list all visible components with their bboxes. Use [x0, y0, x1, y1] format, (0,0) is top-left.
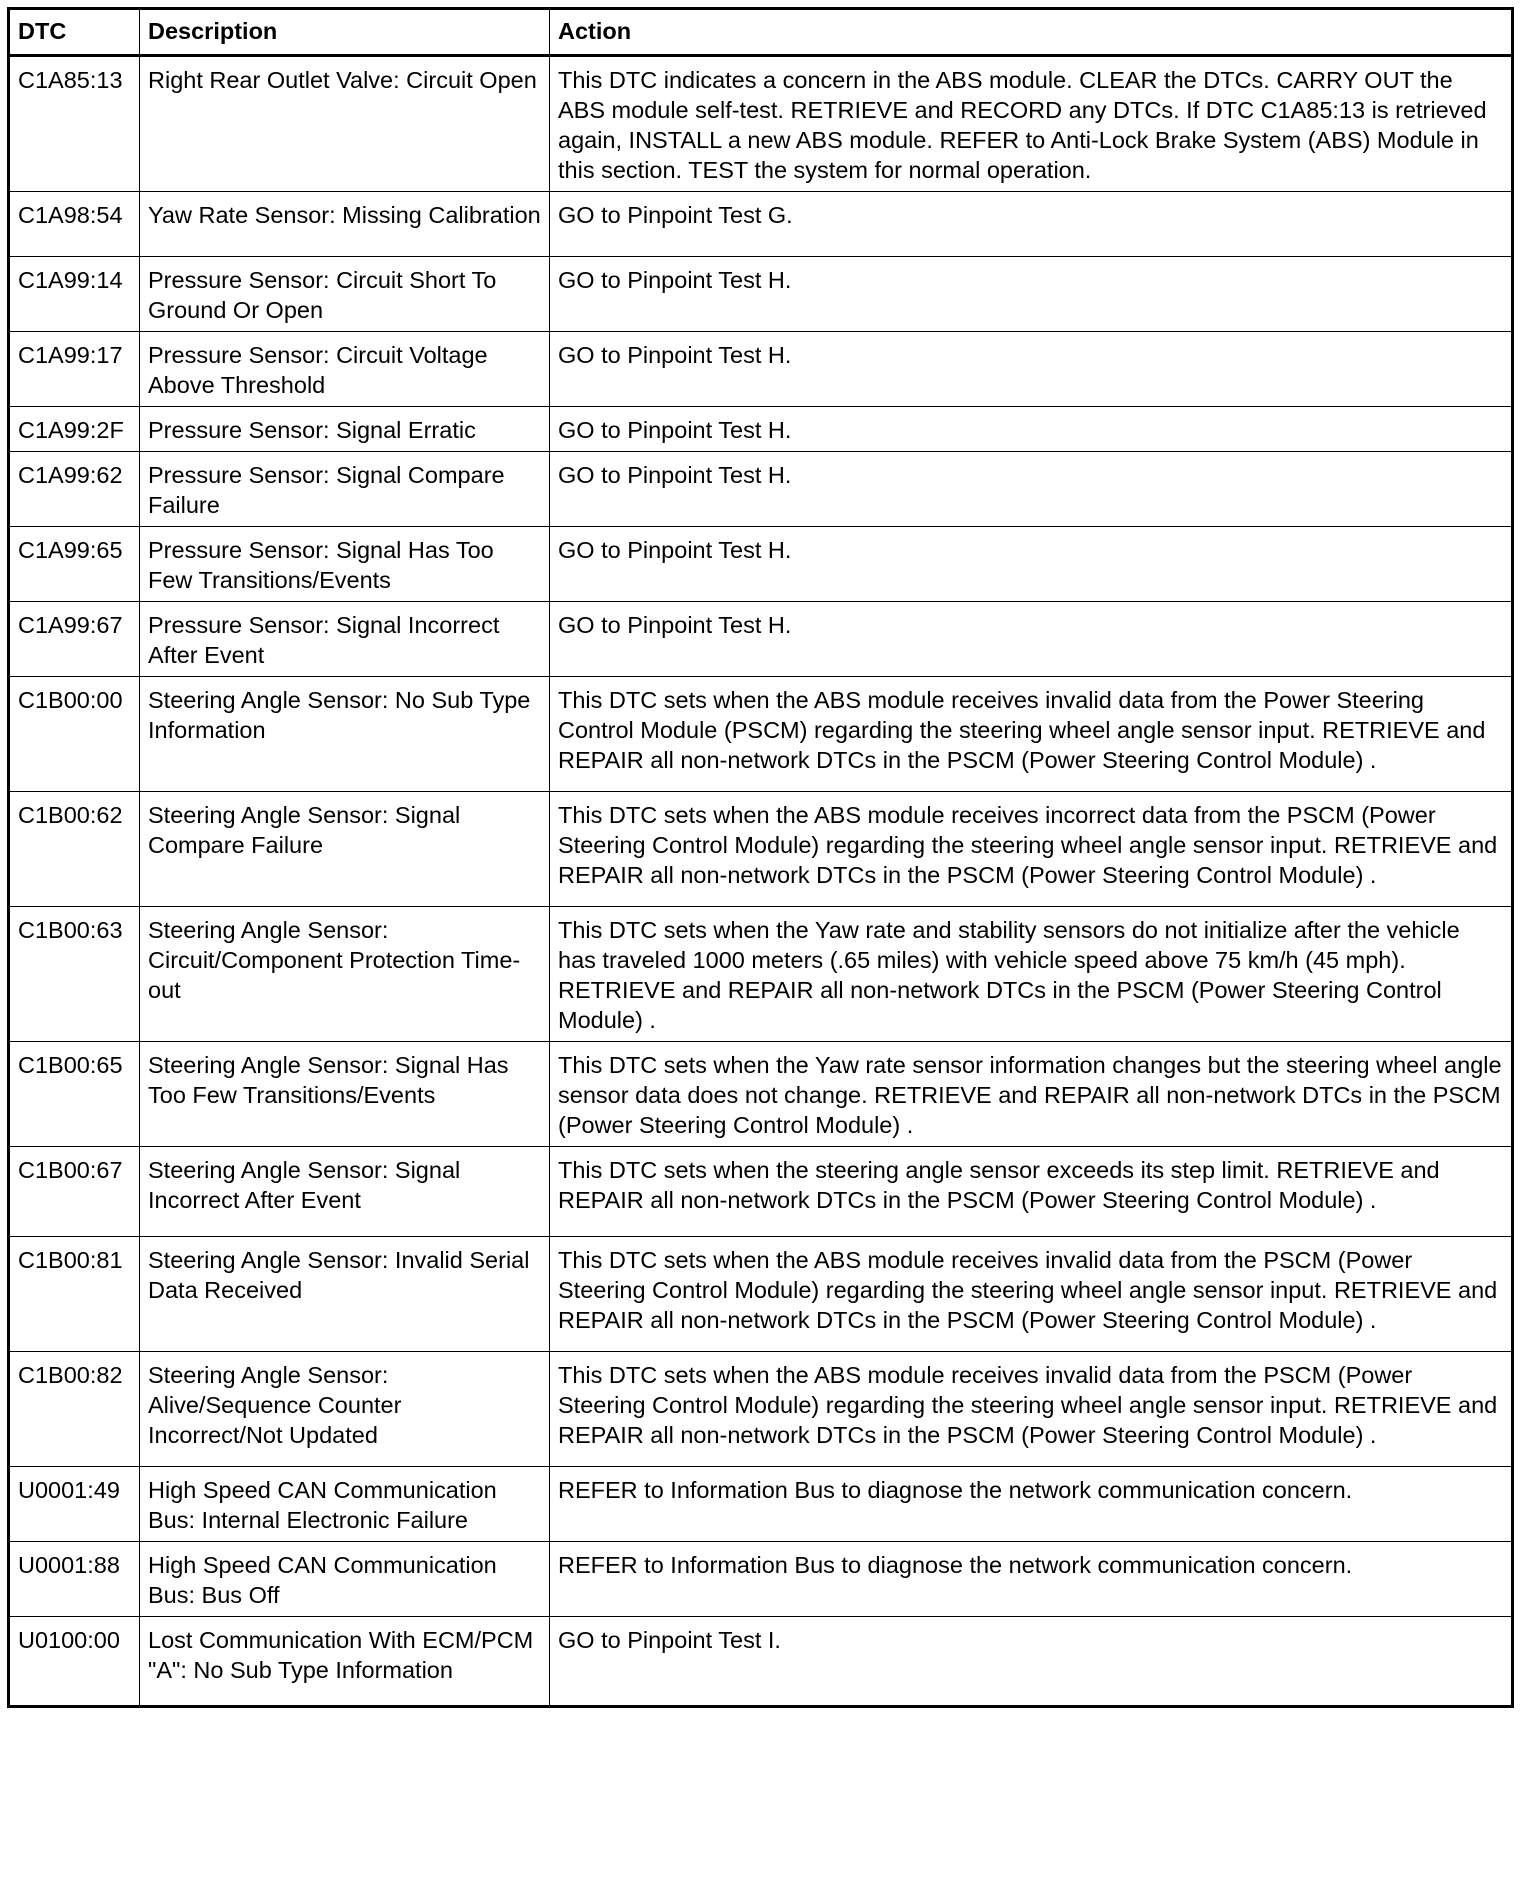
- cell-description: Steering Angle Sensor: Alive/Sequence Counter Incorrect/Not Updated: [140, 1352, 550, 1467]
- cell-dtc: C1B00:63: [9, 907, 140, 1042]
- table-row: [9, 1237, 1513, 1352]
- table-row: [9, 452, 1513, 527]
- cell-action: GO to Pinpoint Test H.: [550, 257, 1513, 332]
- cell-dtc: C1B00:00: [9, 677, 140, 792]
- table-row: [9, 602, 1513, 677]
- cell-description: High Speed CAN Communication Bus: Bus Off: [140, 1542, 550, 1617]
- cell-action: This DTC sets when the ABS module receives incorrect data from the PSCM (Power Steering Control Module) regarding the steering wheel angle sensor input. RETRIEVE and REPAIR all non-network DTCs in the PSCM (Power Steering Control Module) .: [550, 792, 1513, 907]
- cell-action: REFER to Information Bus to diagnose the network communication concern.: [550, 1542, 1513, 1617]
- table-row: [9, 1617, 1513, 1707]
- cell-action: GO to Pinpoint Test H.: [550, 602, 1513, 677]
- cell-action: GO to Pinpoint Test G.: [550, 192, 1513, 257]
- table-row: [9, 1352, 1513, 1467]
- cell-description: Pressure Sensor: Signal Incorrect After Event: [140, 602, 550, 677]
- cell-description: Lost Communication With ECM/PCM "A": No Sub Type Information: [140, 1617, 550, 1707]
- cell-action: This DTC sets when the Yaw rate and stability sensors do not initialize after the vehicle has traveled 1000 meters (.65 miles) with vehicle speed above 75 km/h (45 mph). RETRIEVE and REPAIR all non-network DTCs in the PSCM (Power Steering Control Module) .: [550, 907, 1513, 1042]
- cell-action: GO to Pinpoint Test H.: [550, 407, 1513, 452]
- cell-action: This DTC sets when the ABS module receives invalid data from the PSCM (Power Steering Control Module) regarding the steering wheel angle sensor input. RETRIEVE and REPAIR all non-network DTCs in the PSCM (Power Steering Control Module) .: [550, 1237, 1513, 1352]
- cell-action: GO to Pinpoint Test I.: [550, 1617, 1513, 1707]
- cell-dtc: U0001:49: [9, 1467, 140, 1542]
- table-row: [9, 332, 1513, 407]
- table-row: [9, 192, 1513, 257]
- header-description: Description: [140, 9, 550, 56]
- cell-dtc: C1B00:65: [9, 1042, 140, 1147]
- cell-action: This DTC sets when the ABS module receives invalid data from the PSCM (Power Steering Control Module) regarding the steering wheel angle sensor input. RETRIEVE and REPAIR all non-network DTCs in the PSCM (Power Steering Control Module) .: [550, 1352, 1513, 1467]
- cell-description: Pressure Sensor: Signal Has Too Few Transitions/Events: [140, 527, 550, 602]
- table-row: [9, 677, 1513, 792]
- cell-description: Steering Angle Sensor: Signal Incorrect After Event: [140, 1147, 550, 1237]
- table-row: [9, 1147, 1513, 1237]
- cell-description: Right Rear Outlet Valve: Circuit Open: [140, 56, 550, 192]
- cell-dtc: C1B00:82: [9, 1352, 140, 1467]
- cell-dtc: C1A98:54: [9, 192, 140, 257]
- table-row: [9, 1042, 1513, 1147]
- cell-action: GO to Pinpoint Test H.: [550, 452, 1513, 527]
- table-row: [9, 907, 1513, 1042]
- cell-description: Steering Angle Sensor: Signal Has Too Few Transitions/Events: [140, 1042, 550, 1147]
- cell-description: Pressure Sensor: Signal Compare Failure: [140, 452, 550, 527]
- table-row: [9, 56, 1513, 192]
- cell-description: Steering Angle Sensor: No Sub Type Information: [140, 677, 550, 792]
- document-page: [7, 7, 1511, 1708]
- table-row: [9, 1467, 1513, 1542]
- cell-action: This DTC sets when the ABS module receives invalid data from the Power Steering Control Module (PSCM) regarding the steering wheel angle sensor input. RETRIEVE and REPAIR all non-network DTCs in the PSCM (Power Steering Control Module) .: [550, 677, 1513, 792]
- cell-dtc: C1A99:14: [9, 257, 140, 332]
- cell-dtc: C1A99:67: [9, 602, 140, 677]
- cell-dtc: U0001:88: [9, 1542, 140, 1617]
- table-row: [9, 407, 1513, 452]
- cell-description: Steering Angle Sensor: Invalid Serial Data Received: [140, 1237, 550, 1352]
- cell-dtc: C1B00:81: [9, 1237, 140, 1352]
- header-action: Action: [550, 9, 1513, 56]
- cell-description: Steering Angle Sensor: Signal Compare Failure: [140, 792, 550, 907]
- cell-action: GO to Pinpoint Test H.: [550, 527, 1513, 602]
- table-row: [9, 1542, 1513, 1617]
- cell-dtc: C1A99:17: [9, 332, 140, 407]
- cell-dtc: C1A99:65: [9, 527, 140, 602]
- cell-description: Pressure Sensor: Circuit Voltage Above Threshold: [140, 332, 550, 407]
- cell-dtc: C1A99:62: [9, 452, 140, 527]
- cell-description: Pressure Sensor: Circuit Short To Ground Or Open: [140, 257, 550, 332]
- cell-description: High Speed CAN Communication Bus: Internal Electronic Failure: [140, 1467, 550, 1542]
- table-header-row: [9, 9, 1513, 56]
- cell-dtc: C1B00:62: [9, 792, 140, 907]
- cell-action: This DTC sets when the steering angle sensor exceeds its step limit. RETRIEVE and REPAIR all non-network DTCs in the PSCM (Power Steering Control Module) .: [550, 1147, 1513, 1237]
- cell-dtc: C1A99:2F: [9, 407, 140, 452]
- cell-action: GO to Pinpoint Test H.: [550, 332, 1513, 407]
- cell-action: This DTC indicates a concern in the ABS module. CLEAR the DTCs. CARRY OUT the ABS module self-test. RETRIEVE and RECORD any DTCs. If DTC C1A85:13 is retrieved again, INSTALL a new ABS module. REFER to Anti-Lock Brake System (ABS) Module in this section. TEST the system for normal operation.: [550, 56, 1513, 192]
- cell-action: This DTC sets when the Yaw rate sensor information changes but the steering wheel angle sensor data does not change. RETRIEVE and REPAIR all non-network DTCs in the PSCM (Power Steering Control Module) .: [550, 1042, 1513, 1147]
- table-row: [9, 257, 1513, 332]
- table-row: [9, 527, 1513, 602]
- header-dtc: DTC: [9, 9, 140, 56]
- cell-action: REFER to Information Bus to diagnose the network communication concern.: [550, 1467, 1513, 1542]
- cell-description: Steering Angle Sensor: Circuit/Component Protection Time-out: [140, 907, 550, 1042]
- cell-description: Pressure Sensor: Signal Erratic: [140, 407, 550, 452]
- cell-description: Yaw Rate Sensor: Missing Calibration: [140, 192, 550, 257]
- table-row: [9, 792, 1513, 907]
- cell-dtc: C1B00:67: [9, 1147, 140, 1237]
- dtc-table: [7, 7, 1514, 1708]
- cell-dtc: C1A85:13: [9, 56, 140, 192]
- cell-dtc: U0100:00: [9, 1617, 140, 1707]
